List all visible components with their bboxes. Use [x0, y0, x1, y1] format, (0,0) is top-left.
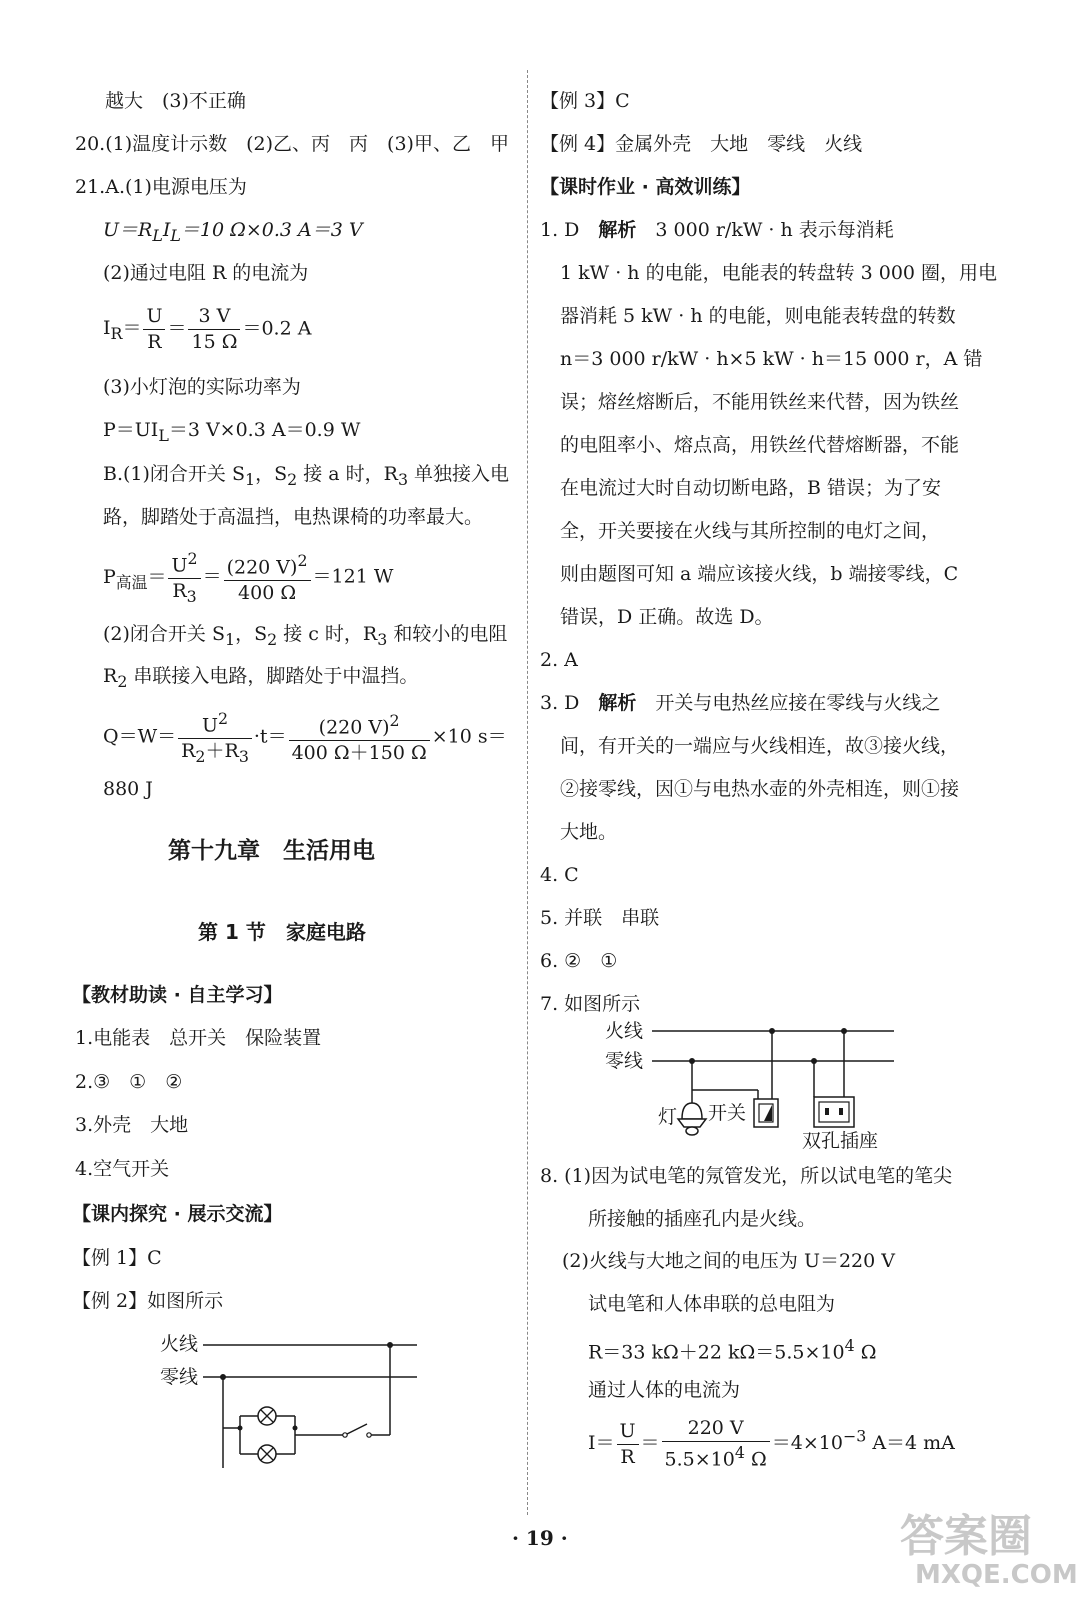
answer-4: 4.空气开关 — [75, 1158, 170, 1180]
q1-line-6: 的电阻率小、熔点高，用铁丝代替熔断器，不能 — [560, 434, 960, 456]
q8-line-2: 所接触的插座孔内是火线。 — [588, 1208, 817, 1230]
q21-line-3: (3)小灯泡的实际功率为 — [103, 376, 301, 398]
q7-circuit-diagram — [600, 1015, 900, 1155]
fig2-switch-label: 开关 — [708, 1103, 747, 1124]
q3-line-1: 3. D 解析 开关与电热丝应接在零线与火线之 — [540, 692, 941, 714]
q1-line-4: n＝3 000 r/kW · h×5 kW · h＝15 000 r，A 错 — [560, 348, 983, 370]
left-line-1: 越大 (3)不正确 — [105, 90, 246, 112]
q6-answer: 6. ② ① — [540, 950, 618, 972]
q21-b-line-4: $R_2$ 串联接入电路，脚踏处于中温挡。 — [103, 665, 419, 691]
example-1: 【例 1】C — [72, 1247, 162, 1269]
q1-line-5: 误；熔丝熔断后，不能用铁丝来代替，因为铁丝 — [560, 391, 960, 413]
fig2-socket — [814, 1097, 854, 1127]
example-4: 【例 4】金属外壳 大地 零线 火线 — [540, 133, 863, 155]
fig1-lamp-1 — [258, 1407, 276, 1425]
q20-answer: 20.(1)温度计示数 (2)乙、丙 丙 (3)甲、乙 甲 — [75, 133, 509, 155]
fig1-switch — [343, 1424, 371, 1437]
fig1-neutral-label: 零线 — [160, 1367, 199, 1388]
q8-line-1: 8. (1)因为试电笔的氖管发光，所以试电笔的笔尖 — [540, 1165, 953, 1187]
answer-2: 2.③ ① ② — [75, 1071, 183, 1093]
q21-b-line-1: B.(1)闭合开关 $S_1$，$S_2$ 接 a 时，$R_3$ 单独接入电 — [103, 463, 510, 489]
heading-textbook: 【教材助读 · 自主学习】 — [72, 984, 283, 1006]
answer-1: 1.电能表 总开关 保险装置 — [75, 1027, 322, 1049]
q5-answer: 5. 并联 串联 — [540, 907, 660, 929]
q8-formula: I＝ $\frac{U}{R}$ ＝ $\frac{220 V}{5.5\times 10^4 \Omega}$ $=4\times 10^{-3}$ A＝4 mA — [588, 1417, 955, 1471]
fig2-lamp — [678, 1103, 706, 1135]
q1-line-9: 则由题图可知 a 端应该接火线，b 端接零线，C — [560, 563, 959, 585]
q1-line-8: 全，开关要接在火线与其所控制的电灯之间， — [560, 520, 941, 542]
q7-answer: 7. 如图所示 — [540, 993, 641, 1015]
q8-line-3: (2)火线与大地之间的电压为 U＝220 V — [562, 1250, 895, 1272]
fig1-lamp-2 — [258, 1445, 276, 1463]
q21-formula-2: $I_R=$ $\frac{U}{R}$ ＝ $\frac{3 V}{15 \Omega}$ ＝0.2 A — [103, 305, 312, 353]
q8-line-5: R＝33 kΩ＋22 $k\Omega=5.5\times 10^4$ Ω — [588, 1336, 877, 1364]
q3-line-2: 间，有开关的一端应与火线相连，故③接火线， — [560, 735, 960, 757]
q21-b-formula-2: Q＝W＝ $\frac{U^2}{R_2+R_3}$ ·t＝ $\frac{(220 V)^2}{400 \Omega+150 \Omega}$ ×10 s＝ — [103, 709, 507, 767]
example-2: 【例 2】如图所示 — [72, 1290, 224, 1312]
q21-formula-3: $P=UI_L=3$ V×0.3 A＝0.9 W — [103, 419, 361, 445]
fig2-lamp-label: 灯 — [658, 1107, 678, 1128]
q21-line-1: 21.A.(1)电源电压为 — [75, 176, 247, 198]
q21-formula-1: $U=R_LI_L=10$ Ω×0.3 A＝3 V — [103, 219, 363, 245]
fig2-switch — [754, 1099, 778, 1127]
answer-3: 3.外壳 大地 — [75, 1114, 189, 1136]
column-divider — [527, 70, 528, 1515]
heading-inclass: 【课内探究 · 展示交流】 — [72, 1203, 283, 1225]
page-number: · 19 · — [512, 1526, 568, 1550]
q1-line-7: 在电流过大时自动切断电路，B 错误；为了安 — [560, 477, 942, 499]
q4-answer: 4. C — [540, 864, 579, 886]
q2-answer: 2. A — [540, 649, 578, 671]
q1-line-3: 器消耗 5 kW · h 的电能，则电能表转盘的转数 — [560, 305, 956, 327]
q3-line-4: 大地。 — [560, 821, 618, 843]
q1-line-10: 错误，D 正确。故选 D。 — [560, 606, 774, 628]
section-title: 第 1 节 家庭电路 — [198, 920, 366, 944]
q3-line-3: ②接零线，因①与电热水壶的外壳相连，则①接 — [560, 778, 960, 800]
example-2-circuit-diagram — [155, 1328, 425, 1478]
fig2-neutral-label: 零线 — [605, 1051, 644, 1072]
fig1-live-label: 火线 — [160, 1334, 199, 1355]
fig2-socket-label: 双孔插座 — [802, 1131, 879, 1152]
watermark-url: MXQE.COM — [915, 1560, 1078, 1590]
q1-line-1: 1. D 解析 3 000 r/kW · h 表示每消耗 — [540, 219, 894, 241]
q21-b-formula-1: $P_{高温}=$ $\frac{U^2}{R_3}$ ＝ $\frac{(220 V)^2}{400 \Omega}$ ＝121 W — [103, 549, 394, 607]
example-3: 【例 3】C — [540, 90, 630, 112]
chapter-title: 第十九章 生活用电 — [168, 838, 375, 864]
q8-line-6: 通过人体的电流为 — [588, 1379, 741, 1401]
q21-b-line-2: 路，脚踏处于高温挡，电热课椅的功率最大。 — [103, 506, 484, 528]
q1-line-2: 1 kW · h 的电能，电能表的转盘转 3 000 圈，用电 — [560, 262, 998, 284]
fig2-live-label: 火线 — [605, 1021, 644, 1042]
watermark-logo: 答案圈 — [900, 1511, 1032, 1562]
q21-b-result: 880 J — [103, 778, 153, 800]
q8-line-4: 试电笔和人体串联的总电阻为 — [588, 1293, 836, 1315]
q21-line-2: (2)通过电阻 R 的电流为 — [103, 262, 309, 284]
heading-homework: 【课时作业 · 高效训练】 — [540, 176, 751, 198]
q21-b-line-3: (2)闭合开关 $S_1$，$S_2$ 接 c 时，$R_3$ 和较小的电阻 — [103, 623, 508, 649]
